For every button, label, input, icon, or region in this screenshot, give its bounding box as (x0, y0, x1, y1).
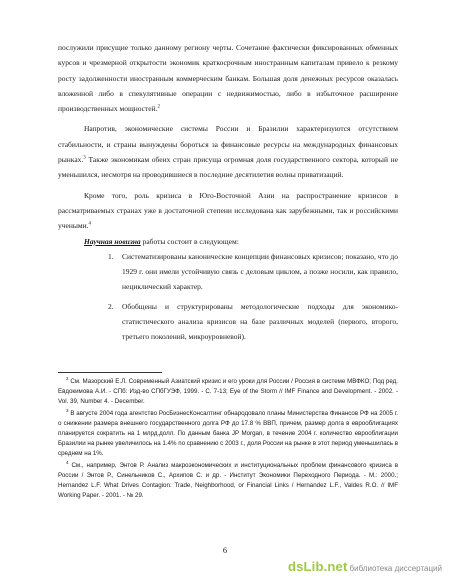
footnote-mark: 3 (66, 407, 69, 413)
footnote-3 (58, 409, 398, 459)
footnote-text: См. Мазорский Е.Л. Современный Азиатский кризис и его уроки для России / Россия в системе МВФКО; Под ред. Евдокимова А.И. - СПб: Изд-во СПбГУЭФ, 1999. - С. 7-13; Eye of the Storm // IMF Finance and Development. - 2002. - Vol. 39, Number 4. - December. (58, 378, 398, 405)
footnote-text: В августе 2004 года агентство РосБизнесКонсалтинг обнародовало планы Министерства Финансов РФ на 2005 г. о снижении размера внешнего государственного долга РФ до 17.8 % ВВП, причем, размер долга в еврооблигациях планируется сократить на 1 млрд.долл. По данным банка JP Morgan, в течение 2004 г. количество еврооблигации Бразилии на рынке увеличилось на 1.4% по сравнению с 2003 г., доля России на рынке в этот период уменьшилась в среднем на 1%. (58, 410, 398, 457)
list-item-number: 1. (108, 251, 114, 261)
novelty-text: работы состоит в следующем: (140, 236, 239, 246)
paragraph-2-cont: Также экономикам обеих стран присуща огромная доля государственного сектора, который не уменьшился, несмотря на проводившиеся в последние десятилетия волны приватизаций. (58, 155, 398, 180)
novelty-label: Научная новизна (84, 236, 141, 246)
watermark-logo-text (288, 559, 348, 574)
footnote-mark: 4 (66, 459, 69, 465)
paragraph-3-text: Кроме того, роль кризиса в Юго-Восточной Азии на распространение кризисов в рассматриваемых странах уже в достаточной степени исследована как зарубежными, так и российскими учеными. (58, 190, 398, 231)
list-item-text: Систематизированы канонические концепции финансовых кризисов; показано, что до 1929 г. они имели устойчивую связь с деловым циклом, а позже носили, как правило, нециклический характер. (122, 251, 398, 292)
footnote-2 (58, 377, 398, 407)
page-number: 6 (222, 545, 228, 555)
footnote-divider (58, 372, 162, 373)
footnote-ref-3: 3 (83, 155, 86, 161)
footnotes (58, 377, 398, 503)
footnote-text: См., например, Энтов Р. Анализ макроэкономических и институциональных проблем финансового кризиса в России / Энтов Р., Синельников С., Архипов С. и др. - Институт Экономики Переходного Периода. - М.: 2000.; Hernandez L.F. What Drives Contagion: Trade, Neighborhood, or Financial Links / Hernandez L.F., Valdes R.O. // IMF Working Paper. - 2001. - № 29. (58, 462, 398, 499)
watermark-logo (288, 558, 442, 576)
list-item (58, 299, 398, 345)
paragraph-2 (58, 121, 398, 182)
watermark-subtitle: библиотека диссертаций (349, 564, 442, 573)
main-text (58, 40, 398, 345)
watermark-logo-main: dsLib (287, 559, 324, 574)
footnote-ref-2: 2 (157, 104, 160, 110)
paragraph-1-text: послужили присущие только данному региону черты. Сочетание фактически фиксированных обменных курсов и чрезмерной открытости экономик краткосрочным иностранным капиталам привело к резкому росту задолженности иностранным коммерческим банкам. Большая доля денежных ресурсов оказалась вложенной либо в спекулятивные операции с недвижимостью, либо в избыточное расширение производственных мощностей. (58, 43, 398, 114)
novelty-list (58, 249, 398, 345)
footnote-ref-4: 4 (88, 221, 92, 227)
list-item-number: 2. (108, 301, 114, 311)
paragraph-1 (58, 40, 398, 116)
list-item-text: Обобщены и структурированы методологические подходы для экономико-статистического анализа кризисов на базе различных моделей (первого, второго, третьего поколений, микроуровневой). (122, 301, 398, 342)
footnote-mark: 2 (66, 375, 69, 381)
list-item (58, 249, 398, 295)
watermark-logo-dot: .net (323, 559, 348, 574)
paragraph-2-text: Напротив, экономические системы России и Бразилии характеризуются отсутствием стабильности, и страны вынуждены бороться за финансовые ресурсы на международных финансовых рынках. (58, 124, 398, 165)
footnote-4 (58, 461, 398, 501)
novelty-heading (58, 234, 398, 249)
paragraph-3 (58, 188, 398, 234)
